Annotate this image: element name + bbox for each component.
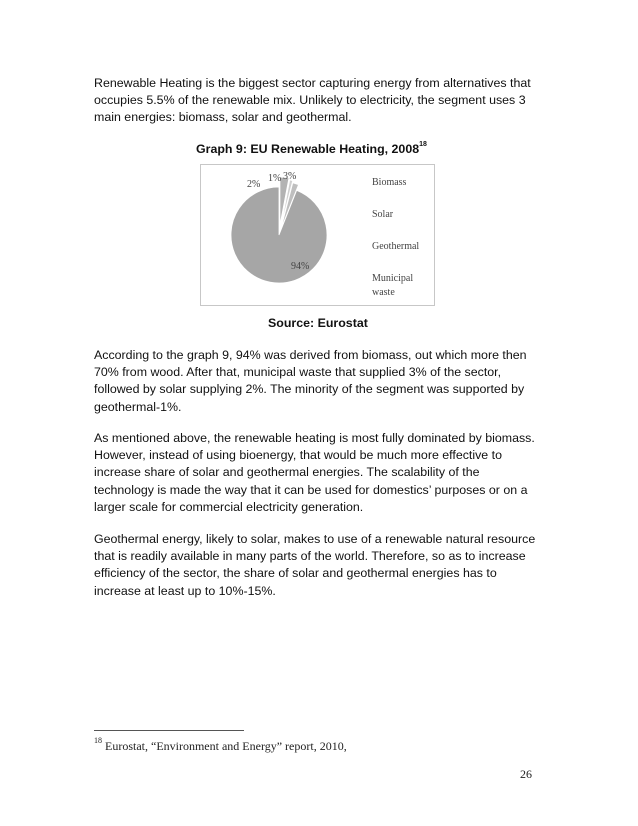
paragraph-line: followed by solar supplying 2%. The minority of the segment was supported by — [94, 382, 525, 397]
graph-title-text: Graph 9: EU Renewable Heating, 2008 — [196, 142, 420, 156]
paragraph-conclusion — [94, 531, 544, 600]
pie-data-label-geothermal: 1% — [268, 173, 282, 184]
graph-source: Source: Eurostat — [268, 316, 368, 330]
pie-slice-biomass — [231, 187, 327, 283]
legend-label-municipal: Municipal — [372, 273, 414, 284]
pie-data-label-biomass: 94% — [291, 261, 310, 272]
page-number: 26 — [520, 767, 532, 781]
paragraph-line: efficiency of the sector, the share of solar and geothermal energies has to — [94, 566, 497, 581]
paragraph-line: increase at least up to 10%-15%. — [94, 583, 276, 598]
paragraph-line: larger scale for commercial electricity generation. — [94, 499, 364, 514]
paragraph-intro — [94, 75, 544, 127]
graph-title — [196, 142, 456, 156]
footnote-divider — [94, 730, 244, 731]
legend-label-solar: Solar — [372, 209, 394, 220]
paragraph-line: As mentioned above, the renewable heating is most fully dominated by biomass. — [94, 431, 535, 445]
paragraph-line: However, instead of using bioenergy, that would be much more effective to — [94, 448, 502, 463]
paragraph-discussion — [94, 430, 544, 516]
footnote-text: Eurostat, “Environment and Energy” report, 2010, — [105, 739, 347, 753]
footnote-number: 18 — [94, 736, 102, 745]
paragraph-line: that is readily available in many parts of the world. Therefore, so as to increase — [94, 549, 526, 564]
paragraph-line: main energies: biomass, solar and geothermal. — [94, 110, 352, 125]
legend-label-biomass: Biomass — [372, 177, 407, 188]
legend-label-waste: waste — [372, 287, 395, 298]
graph-footnote-ref: 18 — [419, 140, 427, 148]
paragraph-line: geothermal-1%. — [94, 399, 182, 414]
footnote — [94, 738, 347, 754]
paragraph-line: Geothermal energy, likely to solar, makes to use of a renewable natural resource — [94, 532, 536, 546]
pie-data-label-solar: 2% — [247, 179, 261, 190]
pie-data-label-municipal-waste: 3% — [283, 171, 297, 182]
pie-chart-svg — [201, 165, 436, 307]
paragraph-line: occupies 5.5% of the renewable mix. Unlikely to electricity, the segment uses 3 — [94, 93, 526, 108]
paragraph-line: According to the graph 9, 94% was derived from biomass, out which more then — [94, 348, 527, 362]
paragraph-line: 70% from wood. After that, municipal waste that supplied 3% of the sector, — [94, 365, 502, 380]
paragraph-line: technology is made the way that it can be used for domestics’ purposes or on a — [94, 482, 528, 497]
pie-chart — [200, 164, 435, 306]
paragraph-analysis — [94, 347, 544, 416]
legend-label-geothermal: Geothermal — [372, 241, 420, 252]
paragraph-line: increase share of solar and geothermal energies. The scalability of the — [94, 465, 480, 480]
paragraph-line: Renewable Heating is the biggest sector capturing energy from alternatives that — [94, 76, 531, 90]
